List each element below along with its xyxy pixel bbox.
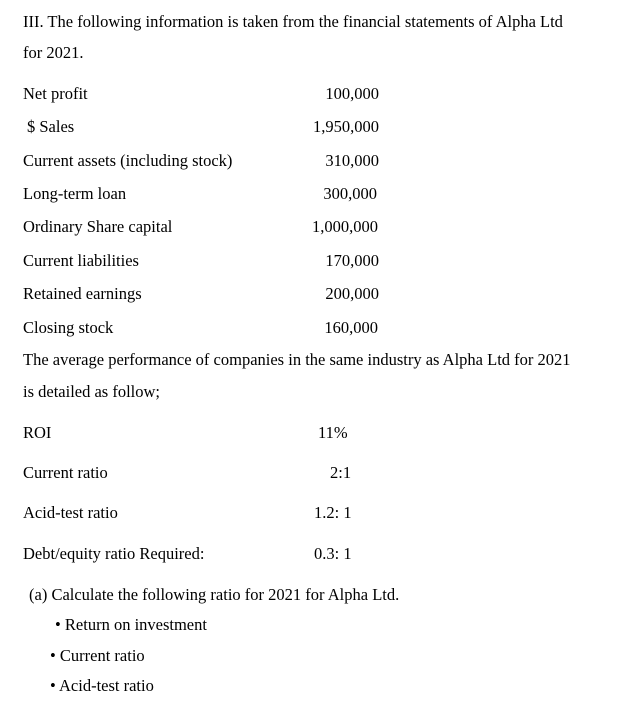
industry-label-roi: ROI (23, 423, 52, 442)
industry-value-roi: 11% (318, 423, 348, 442)
financial-label-sales: $ Sales (27, 117, 75, 136)
financial-label-current-assets: Current assets (including stock) (23, 151, 233, 170)
bullet-text: Acid-test ratio (59, 676, 154, 695)
industry-value-current-ratio: 2:1 (330, 463, 352, 482)
intro-line-1: III. The following information is taken from the financial statements of Alpha Ltd (23, 12, 563, 31)
question-text: (a) Calculate the following ratio for 2021 for Alpha Ltd. (29, 585, 400, 604)
financial-label-current-liabilities: Current liabilities (23, 251, 139, 270)
financial-value-share-capital: 1,000,000 (312, 217, 378, 236)
list-item (50, 676, 154, 696)
list-item (50, 646, 145, 666)
financial-value-long-term-loan: 300,000 (323, 184, 377, 203)
list-item (55, 615, 207, 635)
financial-value-retained-earnings: 200,000 (325, 284, 379, 303)
financial-label-share-capital: Ordinary Share capital (23, 217, 173, 236)
industry-label-acid-test: Acid-test ratio (23, 503, 118, 522)
industry-value-acid-test: 1.2: 1 (314, 503, 352, 522)
industry-label-current-ratio: Current ratio (23, 463, 108, 482)
financial-value-net-profit: 100,000 (325, 84, 379, 103)
financial-label-long-term-loan: Long-term loan (23, 184, 127, 203)
industry-intro-line-2: is detailed as follow; (23, 382, 161, 401)
industry-intro-line-1: The average performance of companies in the same industry as Alpha Ltd for 2021 (23, 350, 571, 369)
financial-value-closing-stock: 160,000 (324, 318, 378, 337)
bullet-text: Current ratio (59, 646, 145, 665)
intro-line-2: for 2021. (23, 43, 84, 62)
financial-value-current-liabilities: 170,000 (325, 251, 379, 270)
bullet-icon: • (50, 676, 56, 695)
bullet-icon: • (50, 646, 56, 665)
industry-label-debt-equity: Debt/equity ratio Required: (23, 544, 205, 563)
financial-value-current-assets: 310,000 (325, 151, 379, 170)
bullet-text: Return on investment (64, 615, 207, 634)
financial-label-retained-earnings: Retained earnings (23, 284, 142, 303)
financial-value-sales: 1,950,000 (313, 117, 379, 136)
financial-label-closing-stock: Closing stock (23, 318, 114, 337)
bullet-icon: • (55, 615, 61, 634)
financial-label-net-profit: Net profit (23, 84, 88, 103)
industry-value-debt-equity: 0.3: 1 (314, 544, 352, 563)
